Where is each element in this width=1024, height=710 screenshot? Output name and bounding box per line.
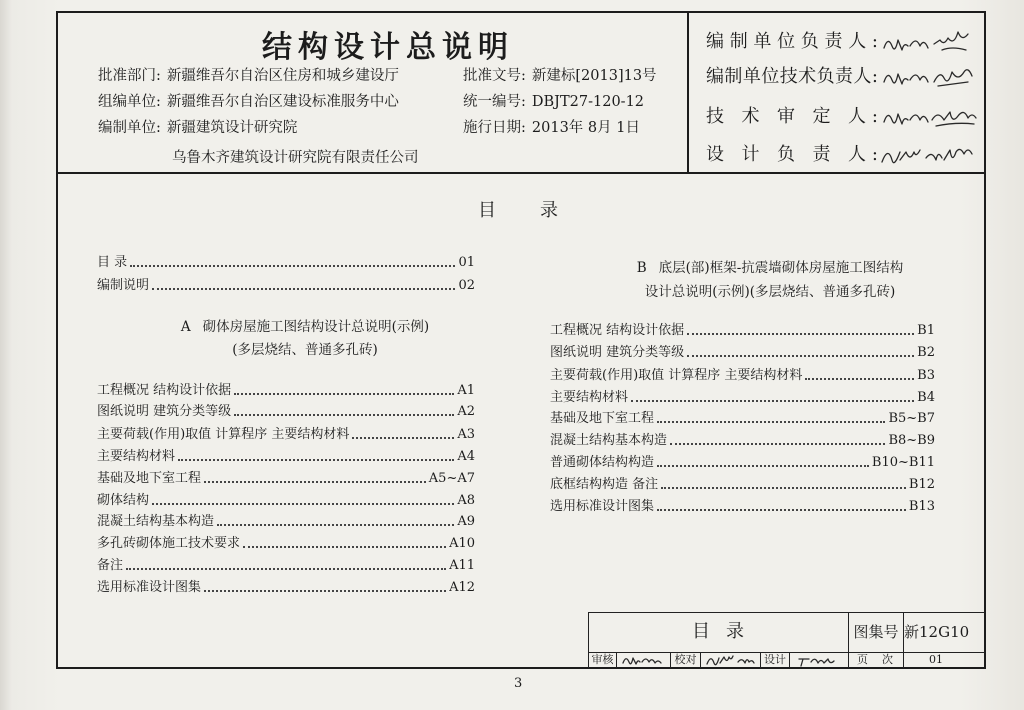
dot-leader <box>352 437 454 439</box>
dot-leader <box>234 393 454 395</box>
title-block-check-label: 校对 <box>674 653 697 666</box>
approval-number-value: 新建标[2013]13号 <box>531 68 657 84</box>
dot-leader <box>204 481 426 483</box>
dot-leader <box>152 503 454 505</box>
approval-dept-label: 批准部门: <box>98 68 161 84</box>
dot-leader <box>670 443 885 445</box>
toc-item[interactable] <box>97 557 475 575</box>
toc-item[interactable] <box>97 382 475 400</box>
title-block-design-label: 设计 <box>764 653 786 666</box>
co-editing-org: 乌鲁木齐建筑设计研究院有限责任公司 <box>172 150 419 166</box>
approval-number-label: 批准文号: <box>463 68 526 84</box>
dot-leader <box>805 378 914 380</box>
compiling-org-label: 组编单位: <box>98 94 161 110</box>
toc-item-label: 主要荷载(作用)取值 计算程序 主要结构材料 <box>550 368 803 383</box>
unified-number-value: DBJT27-120-12 <box>531 94 645 110</box>
toc-item-page: A10 <box>449 536 475 551</box>
section-b-title <box>600 259 940 277</box>
toc-item-label: 工程概况 结构设计依据 <box>550 323 685 338</box>
toc-item-page: A12 <box>449 580 475 595</box>
dot-leader <box>657 421 885 423</box>
toc-item-page: A2 <box>457 404 475 419</box>
dot-leader <box>657 509 906 511</box>
toc-item[interactable] <box>550 410 935 428</box>
toc-item-label: 主要结构材料 <box>97 449 176 464</box>
dot-leader <box>657 465 869 467</box>
effective-date <box>463 119 640 137</box>
title-block-top-rule <box>588 612 985 613</box>
title-block-atlas-number: 新12G10 <box>904 623 970 641</box>
approval-dept-value: 新疆维吾尔自治区住房和城乡建设厅 <box>166 68 399 84</box>
toc-item-page: B8~B9 <box>888 433 935 448</box>
toc-item-page: B1 <box>917 323 935 338</box>
dot-leader <box>217 524 454 526</box>
toc-item-label: 底框结构构造 备注 <box>550 477 659 492</box>
effective-date-value: 2013年 8月 1日 <box>531 120 640 136</box>
toc-item[interactable] <box>97 254 475 272</box>
title-block-review-label: 审核 <box>591 653 614 666</box>
signature-technical-reviewer <box>880 104 980 132</box>
signature-design-head <box>878 142 980 170</box>
signature-designer <box>795 653 843 668</box>
toc-item-label: 备注 <box>97 558 124 573</box>
toc-item[interactable] <box>550 476 935 494</box>
compiling-org-value: 新疆维吾尔自治区建设标准服务中心 <box>166 94 399 110</box>
toc-item-label: 图纸说明 建筑分类等级 <box>550 345 685 360</box>
dot-leader <box>204 590 446 592</box>
toc-item-label: 多孔砖砌体施工技术要求 <box>97 536 241 551</box>
toc-item[interactable] <box>97 448 475 466</box>
title-block-rule <box>700 652 701 668</box>
toc-item-page: A8 <box>457 493 475 508</box>
effective-date-label: 施行日期: <box>463 120 526 136</box>
toc-item-label: 基础及地下室工程 <box>97 471 202 486</box>
toc-item-label: 选用标准设计图集 <box>550 499 655 514</box>
title-block-rule <box>616 652 617 668</box>
toc-item-label: 工程概况 结构设计依据 <box>97 383 232 398</box>
dot-leader <box>687 355 914 357</box>
approval-dept <box>98 67 399 85</box>
document-title: 结构设计总说明 <box>262 30 514 65</box>
approval-number <box>463 67 657 85</box>
role-editor-head: 编制单位负责人: <box>706 31 878 52</box>
toc-item[interactable] <box>550 389 935 407</box>
dot-leader <box>661 487 906 489</box>
toc-item-label: 目 录 <box>97 255 128 270</box>
signature-checker <box>704 653 756 668</box>
section-b-title-text: 底层(部)框架-抗震墙砌体房屋施工图结构 <box>658 260 904 276</box>
unified-number <box>463 93 644 111</box>
role-technical-reviewer: 技 术 审 定 人: <box>706 106 878 127</box>
toc-item-label: 基础及地下室工程 <box>550 411 655 426</box>
signature-reviewer <box>620 653 666 668</box>
dot-leader <box>687 333 914 335</box>
signature-technical-head <box>880 64 980 92</box>
toc-item-label: 选用标准设计图集 <box>97 580 202 595</box>
dot-leader <box>126 568 446 570</box>
toc-item[interactable] <box>550 454 935 472</box>
dot-leader <box>178 459 454 461</box>
header-divider <box>56 172 986 174</box>
header-column-divider <box>687 11 689 174</box>
editing-org-value: 新疆建筑设计研究院 <box>166 120 298 136</box>
toc-item-page: A5~A7 <box>428 471 475 486</box>
title-block-sheet-title: 目 录 <box>692 621 746 642</box>
toc-item-page: B2 <box>917 345 935 360</box>
dot-leader <box>243 546 446 548</box>
toc-item[interactable] <box>97 579 475 597</box>
compiling-org <box>98 93 399 111</box>
section-a-letter: A <box>180 319 191 335</box>
editing-org <box>98 119 297 137</box>
toc-item-page: A9 <box>457 514 475 529</box>
title-block-atlas-label: 图集号 <box>853 623 899 641</box>
page-number: 3 <box>514 676 523 691</box>
section-a-title-text: 砌体房屋施工图结构设计总说明(示例) <box>202 319 430 335</box>
toc-item[interactable] <box>550 322 935 340</box>
toc-item-label: 编制说明 <box>97 278 150 293</box>
toc-item[interactable] <box>97 403 475 421</box>
title-block-page-label: 页 次 <box>857 653 893 666</box>
section-a-subtitle: (多层烧结、普通多孔砖) <box>232 342 378 358</box>
toc-item-label: 砌体结构 <box>97 493 150 508</box>
signature-editor-head <box>880 30 980 58</box>
title-block-rule <box>789 652 790 668</box>
toc-item-page: B5~B7 <box>888 411 935 426</box>
toc-item-page: 02 <box>458 278 475 293</box>
toc-item[interactable] <box>97 513 475 531</box>
toc-heading: 目 录 <box>478 200 558 221</box>
toc-item-label: 主要结构材料 <box>550 390 629 405</box>
toc-item-page: B3 <box>917 368 935 383</box>
section-a-title <box>140 318 470 336</box>
toc-item-page: A11 <box>449 558 475 573</box>
toc-item[interactable] <box>97 277 475 295</box>
dot-leader <box>234 414 454 416</box>
toc-item[interactable] <box>550 367 935 385</box>
toc-item[interactable] <box>97 535 475 553</box>
dot-leader <box>130 265 455 267</box>
toc-item-page: B4 <box>917 390 935 405</box>
role-technical-head: 编制单位技术负责人: <box>706 66 878 87</box>
section-b-subtitle: 设计总说明(示例)(多层烧结、普通多孔砖) <box>644 284 896 300</box>
role-design-head: 设 计 负 责 人: <box>706 144 878 165</box>
toc-item-page: A4 <box>457 449 475 464</box>
toc-item-label: 主要荷载(作用)取值 计算程序 主要结构材料 <box>97 427 350 442</box>
toc-item-label: 普通砌体结构构造 <box>550 455 655 470</box>
toc-item-label: 混凝土结构基本构造 <box>97 514 215 529</box>
toc-item[interactable] <box>97 426 475 444</box>
toc-item[interactable] <box>550 344 935 362</box>
section-b-letter: B <box>636 260 647 276</box>
toc-item-page: B10~B11 <box>871 455 935 470</box>
title-block-page-value: 01 <box>929 653 943 666</box>
toc-item[interactable] <box>97 470 475 488</box>
toc-item[interactable] <box>550 432 935 450</box>
toc-item-page: B12 <box>908 477 935 492</box>
dot-leader <box>631 400 914 402</box>
toc-item-label: 图纸说明 建筑分类等级 <box>97 404 232 419</box>
toc-item-page: B13 <box>908 499 935 514</box>
toc-item[interactable] <box>97 492 475 510</box>
toc-item-page: A1 <box>457 383 475 398</box>
dot-leader <box>152 288 455 290</box>
toc-item-page: 01 <box>458 255 475 270</box>
toc-item[interactable] <box>550 498 935 516</box>
unified-number-label: 统一编号: <box>463 94 526 110</box>
editing-org-label: 编制单位: <box>98 120 161 136</box>
toc-item-page: A3 <box>457 427 475 442</box>
toc-item-label: 混凝土结构基本构造 <box>550 433 668 448</box>
